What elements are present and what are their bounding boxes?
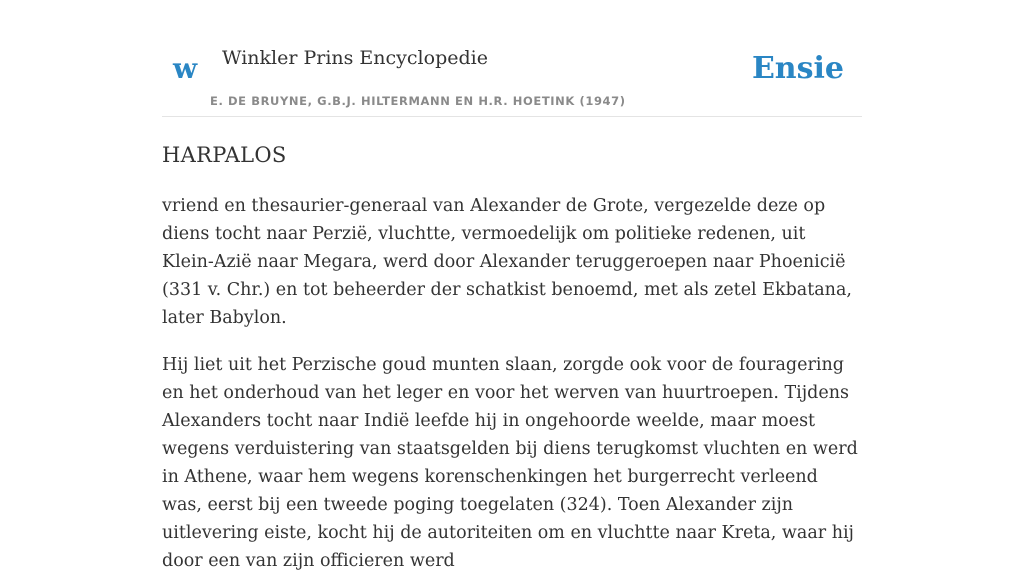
source-authors: E. DE BRUYNE, G.B.J. HILTERMANN EN H.R. HOETINK (1947): [210, 94, 626, 108]
winkler-prins-logo[interactable]: w: [173, 52, 198, 85]
entry-title: HARPALOS: [162, 143, 287, 167]
entry-paragraph: Hij liet uit het Perzische goud munten slaan, zorgde ook voor de fouragering en het onderhoud van het leger en voor het werven van huurtroepen. Tijdens Alexanders tocht naar Indië leefde hij in ongehoorde weelde, maar moest wegens verduistering van staatsgelden bij diens terugkomst vluchten en werd in Athene, waar hem wegens korenschenkingen het burgerrecht verleend was, eerst bij een tweede poging toegelaten (324). Toen Alexander zijn uitlevering eiste, kocht hij de autoriteiten om en vluchtte naar Kreta, waar hij door een van zijn officieren werd: [162, 355, 858, 571]
ensie-logo[interactable]: Ensie: [751, 51, 844, 86]
entry-paragraph: vriend en thesaurier-generaal van Alexander de Grote, vergezelde deze op diens tocht naar Perzië, vluchtte, vermoedelijk om politieke redenen, uit Klein-Azië naar Megara, werd door Alexander teruggeroepen naar Phoenicië (331 v. Chr.) en tot beheerder der schatkist benoemd, met als zetel Ekbatana, later Babylon.: [162, 196, 852, 328]
entry-article: [162, 138, 862, 575]
site-header: [162, 0, 862, 117]
source-title-link[interactable]: Winkler Prins Encyclopedie: [222, 47, 488, 69]
